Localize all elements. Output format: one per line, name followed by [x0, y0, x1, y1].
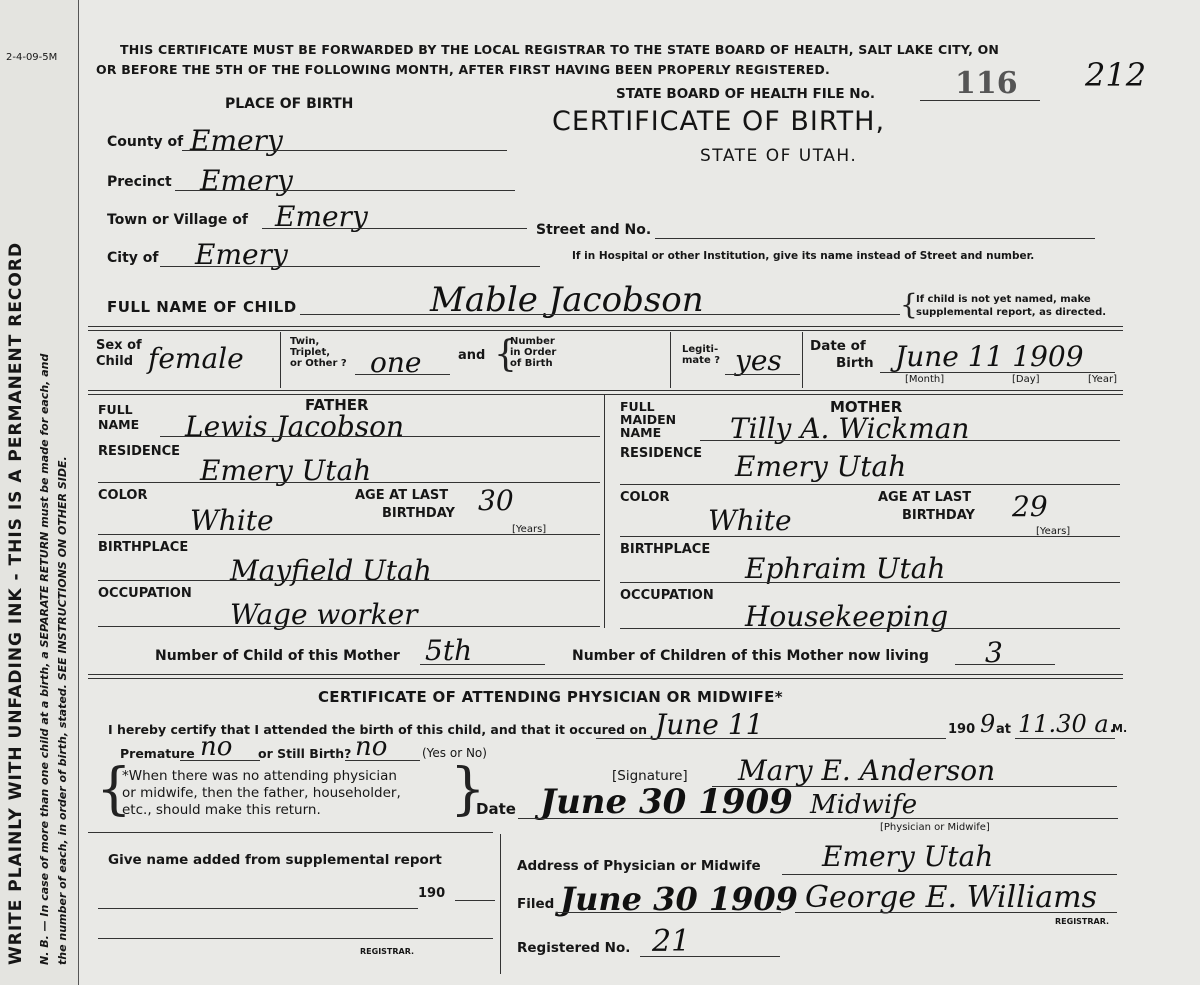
filed-label: Filed — [517, 896, 555, 912]
day-caption: [Day] — [1012, 374, 1040, 385]
father-occupation-label: OCCUPATION — [98, 586, 192, 601]
still-birth-label: or Still Birth? — [258, 746, 352, 761]
name-note-line1: If child is not yet named, make — [916, 294, 1091, 305]
notice-line1: THIS CERTIFICATE MUST BE FORWARDED BY THE LOCAL REGISTRAR TO THE STATE BOARD OF HEALTH, SALT LAKE CITY, ON — [120, 42, 1000, 57]
file-no-label: STATE BOARD OF HEALTH FILE No. — [616, 86, 875, 102]
mother-heading: MOTHER — [830, 398, 903, 416]
registrar-caption-left: REGISTRAR. — [360, 947, 415, 956]
father-occupation-value: Wage worker — [230, 598, 418, 631]
mother-age-value: 29 — [1012, 490, 1048, 523]
place-of-birth-heading: PLACE OF BIRTH — [225, 96, 354, 112]
occurrence-year-hand: 9 — [980, 710, 996, 738]
hospital-note: If in Hospital or other Institution, give its name instead of Street and number. — [572, 250, 1035, 262]
stub-main-text: WRITE PLAINLY WITH UNFADING INK - THIS IS A PERMANENT RECORD — [6, 241, 26, 965]
father-birthplace-value: Mayfield Utah — [230, 554, 432, 587]
premature-value: no — [200, 732, 233, 762]
child-number-value: 5th — [425, 634, 473, 667]
mother-full-name-label: FULL MAIDEN NAME — [620, 399, 677, 440]
father-color-label: COLOR — [98, 488, 148, 503]
left-stub — [0, 0, 79, 985]
mother-color-label: COLOR — [620, 490, 670, 505]
name-note-line2: supplemental report, as directed. — [916, 307, 1107, 318]
sex-label: Sex of Child — [96, 338, 142, 369]
child-name-label: FULL NAME OF CHILD — [107, 298, 297, 316]
twin-label: Twin, Triplet, or Other ? — [290, 336, 347, 369]
street-label: Street and No. — [536, 222, 652, 238]
form-code: 2-4-09-5M — [6, 52, 58, 63]
notice-line2: OR BEFORE THE 5TH OF THE FOLLOWING MONTH, AFTER FIRST HAVING BEEN PROPERLY REGISTERED. — [96, 62, 830, 77]
children-living-value: 3 — [985, 636, 1003, 669]
mother-occupation-label: OCCUPATION — [620, 588, 714, 603]
father-residence-label: RESIDENCE — [98, 444, 181, 459]
father-heading: FATHER — [305, 396, 369, 414]
address-value: Emery Utah — [822, 840, 994, 873]
role-caption: [Physician or Midwife] — [880, 822, 990, 833]
file-number: 116 — [955, 66, 1018, 101]
father-years-caption: [Years] — [512, 524, 547, 535]
dob-value: June 11 1909 — [895, 340, 1084, 373]
mother-residence-value: Emery Utah — [735, 450, 907, 483]
dob-label: Date of Birth — [810, 338, 874, 371]
no-attendant-note: *When there was no attending physician or midwife, then the father, householder, etc., should make this return. — [122, 768, 401, 818]
father-birthday-label: BIRTHDAY — [382, 506, 455, 521]
m-label: M. — [1112, 722, 1128, 735]
mother-occupation-value: Housekeeping — [745, 600, 949, 633]
birth-certificate: 2-4-09-5M WRITE PLAINLY WITH UNFADING INK - THIS IS A PERMANENT RECORD N. B. — In case of more than one child at a birth, a SEPARATE RETURN must be made for each, and the number of each, in order of birth, stated. SEE INSTRUCTIONS ON OTHER SIDE. THIS CERTIFICATE MUST BE FORWARDED BY THE LOCAL REGISTRAR TO THE STATE BOARD OF HEALTH, SALT LAKE CITY, ON OR BEFORE THE 5TH OF THE FOLLOWING MONTH, AFTER FIRST HAVING BEEN PROPERLY REGISTERED. STATE BOARD OF HEALTH FILE No. 116 212 PLACE OF BIRTH CERTIFICATE OF BIRTH, STATE OF UTAH. County of Emery Precinct Emery Town or Village of Emery Street and No. City of Emery If in Hospital or other Institution, give its name instead of Street and number. FULL NAME OF CHILD Mable Jacobson { If child is not yet named, make supplemental report, as directed. Sex of Child female Twin, Triplet, or Other ? one and { Number in Order of Birth Legiti- mate ? yes Date of Birth June 11 1909 [Month] [Day] [Year] FATHER FULL NAME Lewis Jacobson RESIDENCE Emery Utah COLOR AGE AT LAST BIRTHDAY 30 White [Years] BIRTHPLACE Mayfield Utah OCCUPATION Wage worker MOTHER FULL MAIDEN NAME Tilly A. Wickman RESIDENCE Emery Utah COLOR AGE AT LAST BIRTHDAY 29 White [Years] BIRTHPLACE Ephraim Utah OCCUPATION Housekeeping Number of Child of this Mother 5th Number of Children of this Mother now living 3 CERTIFICATE OF ATTENDING PHYSICIAN OR MIDWIFE* I hereby certify that I attended the birth of this child, and that it occured on June 11 190 9 at 11.30 a. M. Premature no or Still Birth? no (Yes or No) { *When there was no attending physician or midwife, then the father, householder, etc., should make this return. } [Signature] Mary E. Anderson Date June 30 1909 Midwife [Physician or Midwife] Give name added from supplemental report 190 REGISTRAR. Address of Physician or Midwife Emery Utah Filed June 30 1909 George E. Williams REGISTRAR. Registered No. 21 — [0, 0, 1200, 985]
father-age-label: AGE AT LAST — [355, 488, 449, 503]
county-label: County of — [107, 134, 184, 150]
attendant-role-value: Midwife — [810, 790, 918, 820]
mother-birthday-label: BIRTHDAY — [902, 508, 975, 523]
child-name-value: Mable Jacobson — [430, 280, 704, 320]
father-birthplace-label: BIRTHPLACE — [98, 540, 189, 555]
father-residence-value: Emery Utah — [200, 454, 372, 487]
mother-name-value: Tilly A. Wickman — [730, 412, 970, 445]
child-number-label: Number of Child of this Mother — [155, 648, 400, 664]
supplemental-label: Give name added from supplemental report — [108, 852, 442, 868]
mother-color-value: White — [708, 504, 792, 537]
at-label: at — [996, 722, 1011, 737]
signature-value: Mary E. Anderson — [738, 754, 996, 787]
address-label: Address of Physician or Midwife — [517, 858, 761, 874]
father-color-value: White — [190, 504, 274, 537]
year-caption: [Year] — [1088, 374, 1117, 385]
precinct-value: Emery — [200, 164, 293, 197]
twin-value: one — [370, 346, 422, 379]
filed-value: June 30 1909 — [560, 880, 798, 918]
certify-text: I hereby certify that I attended the birth of this child, and that it occured on — [108, 722, 648, 737]
stub-nb-line2: the number of each, in order of birth, stated. SEE INSTRUCTIONS ON OTHER SIDE. — [56, 456, 69, 965]
occurrence-time-value: 11.30 a. — [1018, 710, 1117, 738]
registrar-caption-right: REGISTRAR. — [1055, 917, 1110, 926]
mother-residence-label: RESIDENCE — [620, 446, 703, 461]
mother-birthplace-value: Ephraim Utah — [745, 552, 946, 585]
registered-no-label: Registered No. — [517, 940, 631, 956]
stub-nb-line1: N. B. — In case of more than one child at a birth, a SEPARATE RETURN must be made for each, and — [38, 353, 51, 965]
premature-label: Premature — [120, 746, 195, 761]
occurrence-date-value: June 11 — [655, 708, 764, 741]
and-label: and — [458, 348, 486, 363]
month-caption: [Month] — [905, 374, 945, 385]
town-value: Emery — [275, 200, 368, 233]
physician-heading: CERTIFICATE OF ATTENDING PHYSICIAN OR MIDWIFE* — [318, 688, 783, 706]
occurrence-year-printed: 190 — [948, 722, 976, 737]
date-value: June 30 1909 — [540, 782, 793, 822]
father-full-name-label: FULL NAME — [98, 402, 140, 432]
legit-label: Legiti- mate ? — [682, 344, 721, 366]
mother-years-caption: [Years] — [1036, 526, 1071, 537]
signature-label: [Signature] — [612, 768, 688, 784]
registered-no-value: 21 — [652, 924, 691, 959]
city-label: City of — [107, 250, 159, 266]
mother-birthplace-label: BIRTHPLACE — [620, 542, 711, 557]
precinct-label: Precinct — [107, 174, 172, 190]
town-label: Town or Village of — [107, 212, 249, 228]
certificate-title: CERTIFICATE OF BIRTH, — [552, 106, 886, 137]
yes-no-caption: (Yes or No) — [422, 746, 487, 760]
children-living-label: Number of Children of this Mother now living — [572, 648, 929, 664]
sex-value: female — [148, 342, 244, 375]
still-birth-value: no — [355, 732, 388, 762]
father-name-value: Lewis Jacobson — [185, 410, 404, 443]
supplemental-year-label: 190 — [418, 886, 446, 901]
mother-age-label: AGE AT LAST — [878, 490, 972, 505]
county-value: Emery — [190, 124, 283, 157]
certificate-subtitle: STATE OF UTAH. — [700, 146, 858, 166]
legit-value: yes — [735, 344, 782, 377]
date-label: Date — [476, 800, 516, 818]
handwritten-number: 212 — [1085, 56, 1147, 94]
order-label: Number in Order of Birth — [510, 336, 557, 369]
registrar-signature-value: George E. Williams — [805, 880, 1098, 915]
city-value: Emery — [195, 238, 288, 271]
father-age-value: 30 — [478, 484, 514, 517]
